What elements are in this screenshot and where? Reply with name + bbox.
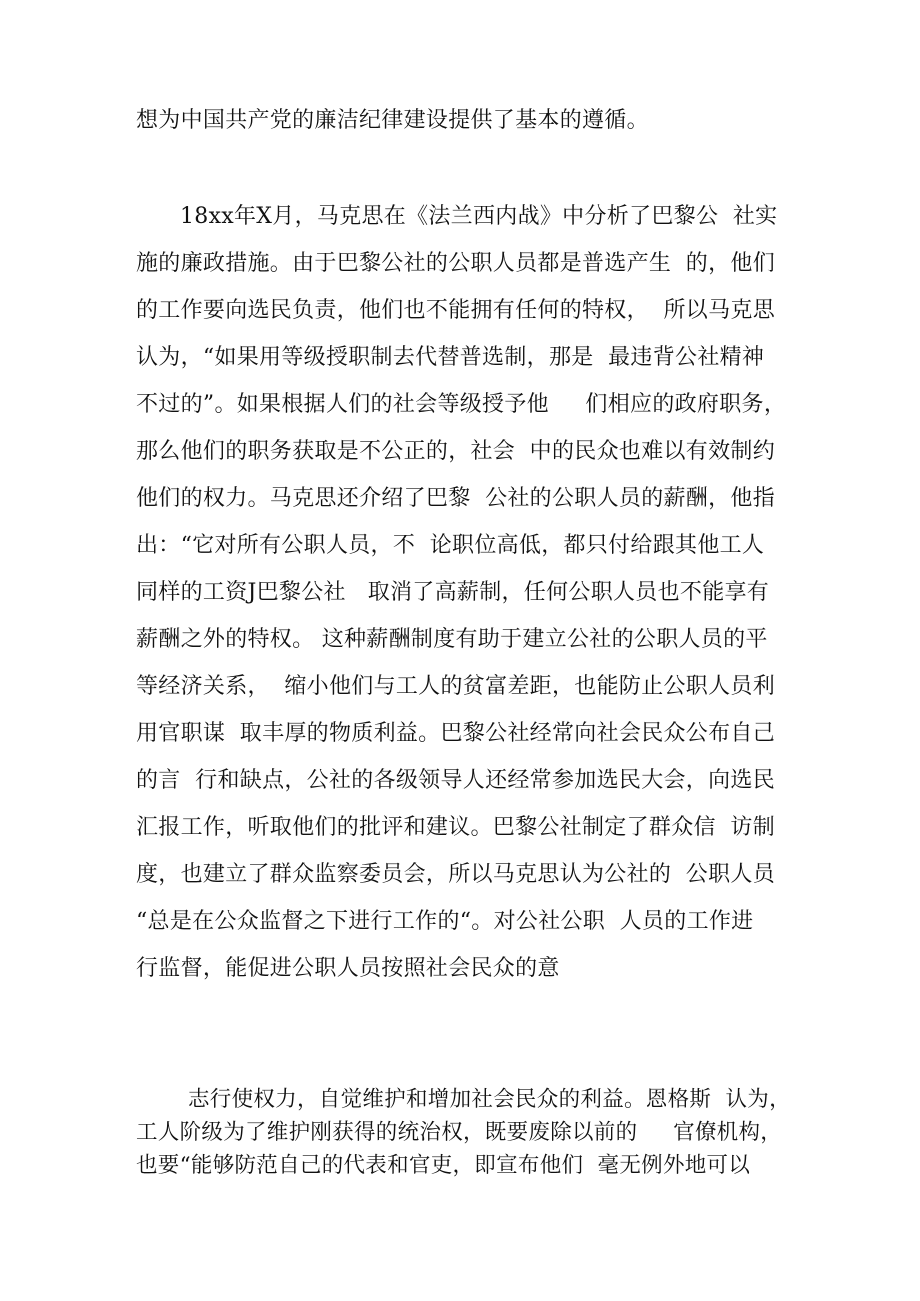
text-line: 同样的工资J巴黎公社 取消了高薪制，任何公职人员也不能享有 bbox=[136, 580, 770, 605]
text-line: 也要“能够防范自己的代表和官吏，即宣布他们 毫无例外地可以 bbox=[136, 1153, 751, 1178]
text-line: 施的廉政措施。由于巴黎公社的公职人员都是普选产生 的，他们 bbox=[136, 251, 775, 276]
text-line: 出：“它对所有公职人员，不 论职位高低，都只付给跟其他工人 bbox=[136, 533, 765, 558]
text-line: 18xx年X月，马克思在《法兰西内战》中分析了巴黎公 社实 bbox=[180, 204, 778, 229]
text-line: 志行使权力，自觉维护和增加社会民众的利益。恩格斯 认为， bbox=[188, 1087, 791, 1112]
text-line: 行监督，能促进公职人员按照社会民众的意 bbox=[136, 956, 560, 981]
text-line: 等经济关系， 缩小他们与工人的贫富差距，也能防止公职人员利 bbox=[136, 674, 775, 699]
text-line: “总是在公众监督之下进行工作的“。对公社公职 人员的工作进 bbox=[136, 909, 754, 934]
text-line: 用官职谋 取丰厚的物质利益。巴黎公社经常向社会民众公布自己 bbox=[136, 721, 775, 746]
text-line: 的工作要向选民负责，他们也不能拥有任何的特权， 所以马克思 bbox=[136, 298, 775, 323]
text-line: 工人阶级为了维护刚获得的统治权，既要废除以前的 官僚机构， bbox=[136, 1120, 783, 1145]
text-line: 的言 行和缺点，公社的各级领导人还经常参加选民大会，向选民 bbox=[136, 768, 775, 793]
text-line: 不过的”。如果根据人们的社会等级授予他 们相应的政府职务， bbox=[136, 392, 787, 417]
text-line: 认为，“如果用等级授职制去代替普选制，那是 最违背公社精神 bbox=[136, 345, 765, 370]
text-line: 他们的权力。马克思还介绍了巴黎 公社的公职人员的薪酬，他指 bbox=[136, 486, 775, 511]
text-line: 汇报工作，听取他们的批评和建议。巴黎公社制定了群众信 访制 bbox=[136, 815, 775, 840]
text-line: 薪酬之外的特权。 这种薪酬制度有助于建立公社的公职人员的平 bbox=[136, 627, 768, 652]
text-line: 那么他们的职务获取是不公正的，社会 中的民众也难以有效制约 bbox=[136, 439, 775, 464]
text-line: 度，也建立了群众监察委员会，所以马克思认为公社的 公职人员 bbox=[136, 862, 775, 887]
text-line: 想为中国共产党的廉洁纪律建设提供了基本的遵循。 bbox=[136, 108, 649, 133]
